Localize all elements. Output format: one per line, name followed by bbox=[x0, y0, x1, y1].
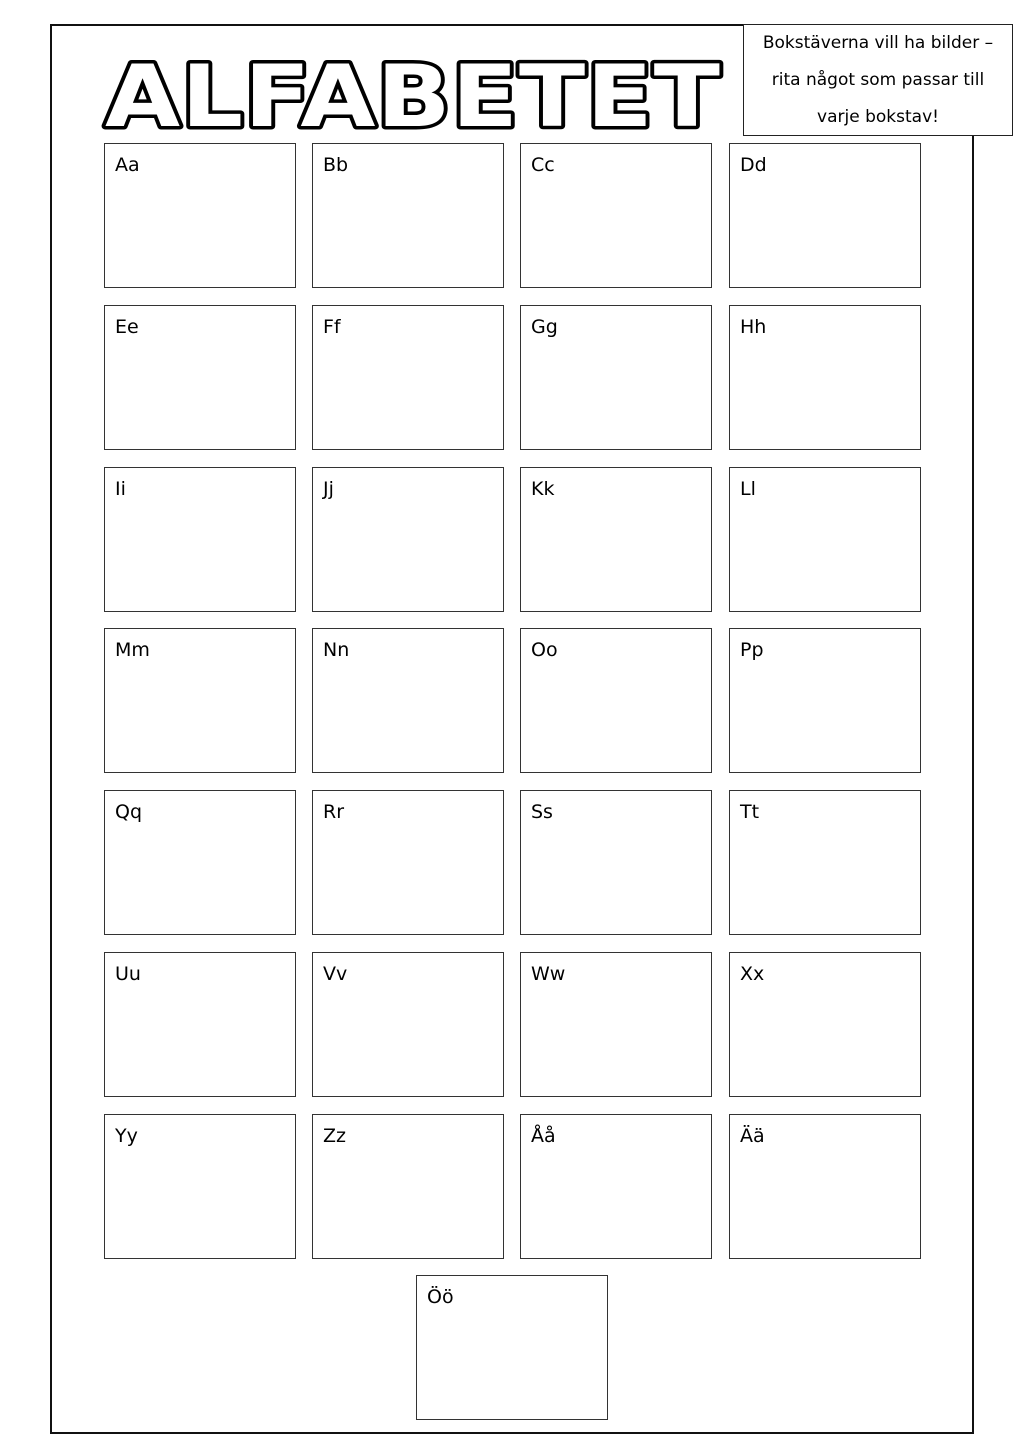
instruction-text: Bokstäverna vill ha bilder – rita något som passar till varje bokstav! bbox=[762, 32, 994, 127]
letter-label: Dd bbox=[740, 154, 767, 176]
letter-label: Öö bbox=[427, 1286, 454, 1308]
letter-box[interactable] bbox=[520, 1114, 712, 1259]
letter-label: Cc bbox=[531, 154, 555, 176]
letter-box[interactable] bbox=[312, 143, 504, 288]
letter-label: Xx bbox=[740, 963, 765, 985]
letter-label: Ää bbox=[740, 1125, 765, 1147]
letter-label: Ww bbox=[531, 963, 566, 985]
letter-label: Rr bbox=[323, 801, 345, 823]
letter-label: Nn bbox=[323, 639, 350, 661]
letter-label: Pp bbox=[740, 639, 764, 661]
letter-box[interactable] bbox=[520, 467, 712, 612]
letter-box[interactable] bbox=[520, 305, 712, 450]
letter-label: Zz bbox=[323, 1125, 346, 1147]
letter-label: Ff bbox=[323, 316, 341, 338]
letter-label: Yy bbox=[115, 1125, 138, 1147]
letter-label: Jj bbox=[323, 478, 334, 500]
worksheet-title-text: ALFABETET bbox=[105, 47, 721, 138]
letter-box[interactable] bbox=[312, 305, 504, 450]
letter-box[interactable] bbox=[104, 1114, 296, 1259]
letter-box[interactable] bbox=[729, 628, 921, 773]
letter-label: Hh bbox=[740, 316, 767, 338]
letter-box[interactable] bbox=[104, 952, 296, 1097]
letter-label: Tt bbox=[740, 801, 760, 823]
letter-box[interactable] bbox=[729, 952, 921, 1097]
letter-label: Gg bbox=[531, 316, 558, 338]
letter-box[interactable] bbox=[104, 143, 296, 288]
instruction-box bbox=[743, 24, 1013, 136]
letter-box[interactable] bbox=[729, 305, 921, 450]
letter-label: Ee bbox=[115, 316, 139, 338]
letter-box[interactable] bbox=[729, 467, 921, 612]
letter-box[interactable] bbox=[104, 305, 296, 450]
letter-label: Oo bbox=[531, 639, 558, 661]
letter-label: Ii bbox=[115, 478, 126, 500]
letter-box[interactable] bbox=[729, 1114, 921, 1259]
worksheet-title bbox=[98, 42, 728, 138]
letter-box[interactable] bbox=[729, 790, 921, 935]
letter-label: Åå bbox=[531, 1125, 556, 1147]
letter-box[interactable] bbox=[104, 628, 296, 773]
letter-label: Qq bbox=[115, 801, 143, 823]
letter-label: Ss bbox=[531, 801, 553, 823]
letter-label: Bb bbox=[323, 154, 349, 176]
letter-label: Kk bbox=[531, 478, 555, 500]
letter-box[interactable] bbox=[520, 952, 712, 1097]
letter-box[interactable] bbox=[312, 790, 504, 935]
letter-box[interactable] bbox=[312, 1114, 504, 1259]
letter-label: Mm bbox=[115, 639, 150, 661]
letter-label: Aa bbox=[115, 154, 140, 176]
letter-box[interactable] bbox=[520, 628, 712, 773]
letter-box[interactable] bbox=[416, 1275, 608, 1420]
letter-box[interactable] bbox=[312, 467, 504, 612]
letter-box[interactable] bbox=[104, 467, 296, 612]
letter-box[interactable] bbox=[312, 628, 504, 773]
letter-box[interactable] bbox=[312, 952, 504, 1097]
letter-label: Vv bbox=[323, 963, 348, 985]
letter-label: Ll bbox=[740, 478, 756, 500]
letter-box[interactable] bbox=[520, 790, 712, 935]
letter-label: Uu bbox=[115, 963, 141, 985]
letter-box[interactable] bbox=[729, 143, 921, 288]
letter-box[interactable] bbox=[520, 143, 712, 288]
letter-box[interactable] bbox=[104, 790, 296, 935]
